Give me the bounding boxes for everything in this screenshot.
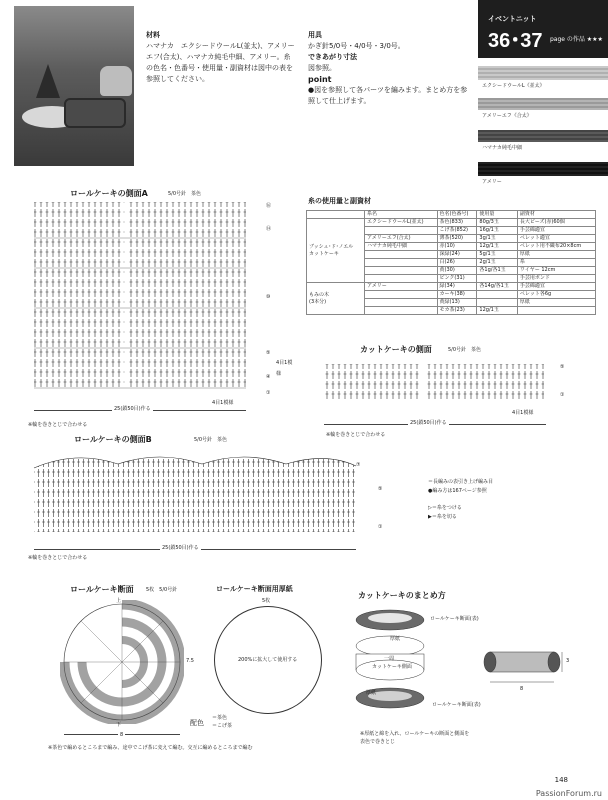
repeat-label: 4目1模様 xyxy=(276,360,293,377)
row-label: ⑤ xyxy=(560,364,565,370)
swatch-image xyxy=(478,98,608,110)
cut-diagram-title: カットケーキの側面 xyxy=(360,345,432,354)
legend-item: ＝長編みの表引き上げ編み目 xyxy=(428,479,494,485)
legend-item: ▶＝糸を切る xyxy=(428,514,457,520)
cross-section-title: ロールケーキ断面 xyxy=(70,585,134,594)
cross-section-width: 8 xyxy=(118,730,125,741)
cut-note: ※輪を巻きとじで合わせる xyxy=(326,432,386,438)
row-label: ① xyxy=(266,390,271,396)
row-label: ① xyxy=(378,524,383,530)
table-row: カーキ(38) ペレット各6g xyxy=(307,291,596,299)
color-key-item: ＝こげ茶 xyxy=(212,723,233,729)
diagram-a-repeat: 4目1模様 xyxy=(212,400,234,406)
cut-bottom: 25(鎖50目)作る xyxy=(408,418,449,429)
diagram-a-bottom: 25(鎖50目)作る xyxy=(112,404,153,415)
yarn-swatch xyxy=(478,130,608,162)
page-number: 148 xyxy=(554,776,568,784)
diagram-a-note: ※輪を巻きとじで合わせる xyxy=(28,422,88,428)
table-header xyxy=(307,211,365,219)
diagram-a-spec: 5/0号針 茶色 xyxy=(168,191,202,197)
table-row: ブッシュ･ド･ノエル カットケーキ エクシードウールL(並太) 茶色(833) 80g/3玉 長大ビーズ(赤)60個 xyxy=(307,219,596,227)
row-label: ⑤ xyxy=(266,350,271,356)
table-row: ハマナカ純毛中細 赤(10) 12g/1玉 ペレット用不織布20×8cm xyxy=(307,243,596,251)
teapot-figure xyxy=(100,66,132,96)
materials-block xyxy=(146,30,296,85)
watermark: PassionForum.ru xyxy=(535,789,602,798)
swatch-image xyxy=(478,162,608,176)
assembly-width: 8 xyxy=(520,686,524,692)
cake-figure xyxy=(64,98,126,128)
table-row: 黄緑(13) 厚紙 xyxy=(307,299,596,307)
cardboard-title: ロールケーキ断面用厚紙 xyxy=(216,585,293,593)
point-heading: point xyxy=(308,75,332,84)
row-label: ⑯ xyxy=(266,203,272,209)
cross-section-chart xyxy=(60,600,184,724)
swatch-label: アメリー xyxy=(482,179,502,185)
event-suffix: page の作品 ★★★ xyxy=(550,36,603,43)
swatch-label: アメリーエフ《合太》 xyxy=(482,113,532,119)
assembly-label: 厚紙 xyxy=(366,690,377,696)
tools-heading: 用具 xyxy=(308,31,322,39)
cut-diagram-spec: 5/0号針 茶色 xyxy=(448,347,482,353)
point-text: ●図を参照して各パーツを編みます。まとめ方を参照して仕上げます。 xyxy=(308,86,468,105)
tools-block xyxy=(308,30,468,107)
color-key xyxy=(212,714,232,730)
table-row: アメリーエフ(合太) 薄茶(520) 3g/1玉 ペレット適宜 xyxy=(307,235,596,243)
size-text: 図参照。 xyxy=(308,64,336,72)
diagram-b-bottom: 25(鎖50目)作る xyxy=(160,543,201,554)
table-row: 黄(30) 各1g/各1玉 ワイヤー 12cm xyxy=(307,267,596,275)
cut-diagram-chart xyxy=(318,360,558,408)
legend-item: ▷＝糸をつける xyxy=(428,505,462,511)
table-header: 副資材 xyxy=(517,211,595,219)
swatch-image xyxy=(478,130,608,142)
diagram-a-chart xyxy=(26,198,306,420)
materials-heading: 材料 xyxy=(146,31,160,39)
cross-section-spec: 5枚 5/0号針 xyxy=(146,587,178,593)
assembly-label: ロールケーキ断面(表) xyxy=(430,616,479,622)
table-row: 白(26) 2g/1玉 糸 xyxy=(307,259,596,267)
legend xyxy=(428,478,588,522)
table-row: もみの木 (3本分) アメリー 緑(34) 各14g/各1玉 手芸綿適宜 xyxy=(307,283,596,291)
yarn-table xyxy=(306,210,596,315)
color-label: 配色 xyxy=(190,719,204,727)
assembly-label: カットケーキ側面 xyxy=(372,664,412,670)
table-row: こげ茶(852) 16g/1玉 手芸綿適宜 xyxy=(307,227,596,235)
row-label: ⑤ xyxy=(378,486,383,492)
legend-item: ●編み方は167ページ参照 xyxy=(428,488,487,494)
table-header-row xyxy=(307,211,596,219)
cardboard-count: 5枚 xyxy=(262,598,271,604)
group-name: ブッシュ･ド･ノエル カットケーキ xyxy=(307,219,365,283)
table-title: 糸の使用量と副資材 xyxy=(308,197,371,205)
row-label: ④ xyxy=(266,374,271,380)
table-header: 使用量 xyxy=(477,211,517,219)
table-row: 深緑(24) 5g/1玉 厚紙 xyxy=(307,251,596,259)
assembly-height: 3 xyxy=(566,658,570,664)
color-key-item: ＝茶色 xyxy=(212,715,228,721)
diagram-b-title: ロールケーキの側面B xyxy=(74,435,152,444)
assembly-label: 厚紙 xyxy=(390,636,401,642)
diagram-a-title: ロールケーキの側面A xyxy=(70,189,148,198)
assembly-label: 一周 xyxy=(384,656,395,662)
size-heading: できあがり寸法 xyxy=(308,53,357,61)
cardboard-text: 200%に拡大して使用する xyxy=(238,657,298,663)
row-label: ① xyxy=(560,392,565,398)
diagram-b-chart xyxy=(26,448,366,540)
cross-section-bottom: 下 xyxy=(116,722,122,728)
materials-body: ハマナカ エクシードウールL(並太)、アメリーエフ(合太)、ハマナカ純毛中細、アメリー。糸の色名・色番号・使用量・副資材は図中の表を参照してください。 xyxy=(146,42,295,83)
swatch-label: エクシードウールL《並太》 xyxy=(482,83,545,89)
row-label: ⑩ xyxy=(266,294,271,300)
event-number: 36･37 xyxy=(488,30,543,52)
assembly-title: カットケーキのまとめ方 xyxy=(358,591,446,600)
cut-repeat: 4目1模様 xyxy=(512,410,534,416)
row-label: ⑦ xyxy=(356,462,361,468)
assembly-note: ※厚紙と綿を入れ、ロールケーキの断面と側面を表色で巻きとじ xyxy=(360,731,470,745)
swatch-image xyxy=(478,66,608,80)
yarn-swatch-list xyxy=(478,66,608,192)
tree-figure xyxy=(36,64,60,98)
group-name: もみの木 (3本分) xyxy=(307,283,365,315)
yarn-swatch xyxy=(478,162,608,192)
diagram-b-note: ※輪を巻きとじで合わせる xyxy=(28,555,88,561)
diagram-b-spec: 5/0号針 茶色 xyxy=(194,437,228,443)
cross-section-height: 7.5 xyxy=(186,658,194,664)
table-row: モカ茶(23) 12g/1玉 xyxy=(307,307,596,315)
tools-needles: かぎ針5/0号・4/0号・3/0号。 xyxy=(308,42,405,50)
row-label: ⑭ xyxy=(266,226,272,232)
cross-section-note: ※茶色で編めるところまで編み、途中でこげ茶に変えて編む。交互に編めるところまで編む xyxy=(48,745,253,751)
table-header: 糸名 xyxy=(365,211,437,219)
yarn-swatch xyxy=(478,66,608,98)
assembly-label: ロールケーキ断面(表) xyxy=(432,702,481,708)
product-photo xyxy=(14,6,134,166)
swatch-label: ハマナカ純毛中細 xyxy=(482,145,522,151)
event-label: イベントニット xyxy=(488,15,537,23)
event-header xyxy=(478,0,608,58)
table-row: ピンク(31) 手芸用ボンド xyxy=(307,275,596,283)
yarn-swatch xyxy=(478,98,608,130)
table-header: 色名(色番号) xyxy=(437,211,477,219)
cross-section-top: 上 xyxy=(116,598,122,604)
